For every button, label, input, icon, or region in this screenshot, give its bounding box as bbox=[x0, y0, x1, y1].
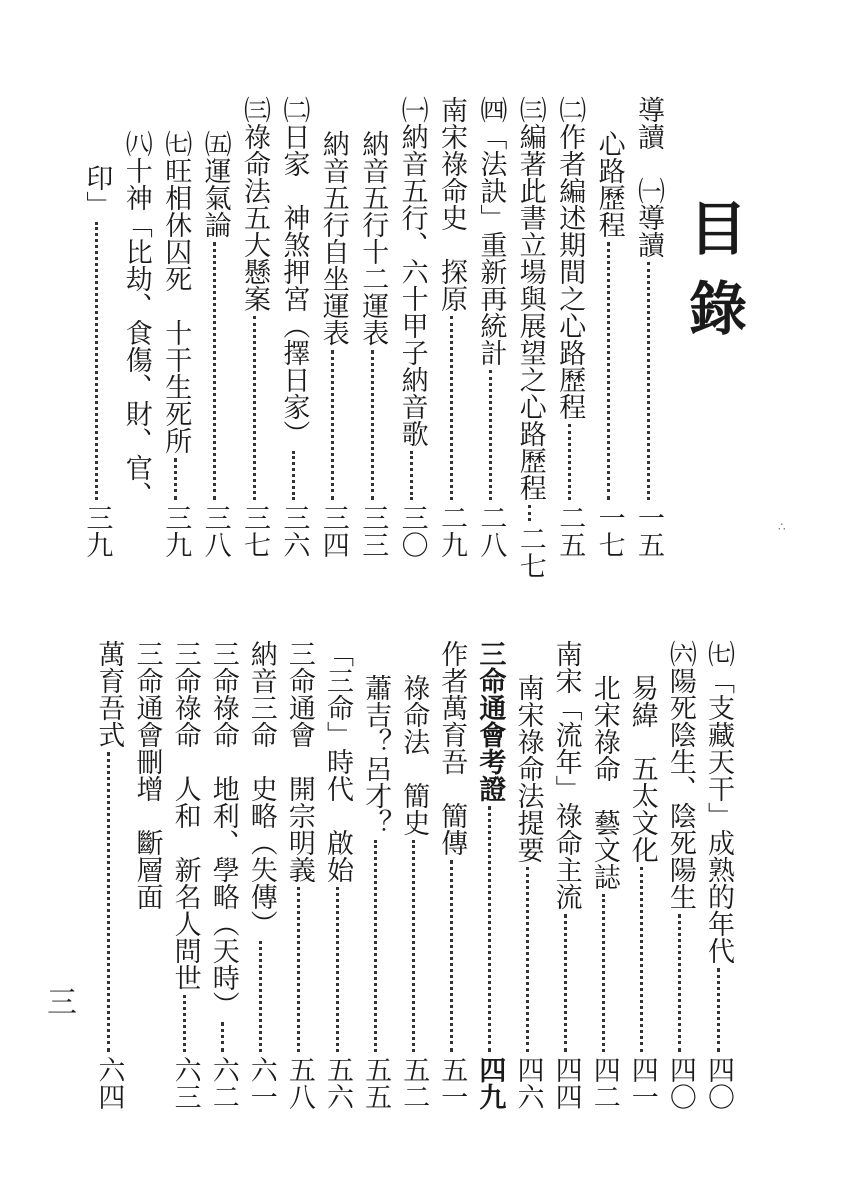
toc-entry-page: 三三 bbox=[357, 504, 389, 558]
toc-entry bbox=[700, 640, 736, 1110]
toc-entry bbox=[551, 96, 587, 558]
toc-entry-title: 納音五行自坐運表 bbox=[317, 130, 349, 346]
toc-entry bbox=[167, 640, 203, 1110]
toc-entry-page: 一五 bbox=[633, 504, 664, 558]
toc-entry-title: 作者萬育吾 簡傳 bbox=[436, 640, 468, 856]
toc-entry-title: ㈦「支藏天干」成熟的年代 bbox=[703, 640, 734, 964]
dot-leader bbox=[647, 262, 650, 500]
toc-entry bbox=[197, 130, 233, 558]
toc-entry bbox=[118, 130, 154, 558]
toc-entry-page: 三九 bbox=[81, 504, 113, 558]
scan-speck: ∴ bbox=[778, 520, 786, 534]
toc-entry-page: 三七 bbox=[239, 504, 270, 558]
toc-entry-page: 二九 bbox=[436, 504, 467, 558]
toc-entry-title: 三命祿命 人和 新名人問世 bbox=[169, 640, 201, 991]
toc-entry-title: 三命通會考證 bbox=[474, 640, 506, 802]
toc-entry-title: ㈣「法訣」重新再統計 bbox=[475, 96, 507, 366]
toc-entry-title: ㈡日家 神煞押宮（擇日家） bbox=[278, 96, 310, 447]
toc-entry bbox=[591, 130, 627, 558]
toc-entry-page: 六四 bbox=[93, 1056, 125, 1110]
toc-entry-title: 三命通會 開宗明義 bbox=[283, 640, 315, 883]
dot-leader bbox=[717, 968, 720, 1052]
dot-leader bbox=[607, 242, 610, 500]
toc-entry-page: 四一 bbox=[626, 1056, 658, 1110]
dot-leader bbox=[374, 840, 377, 1052]
toc-entry bbox=[357, 674, 393, 1110]
dot-leader bbox=[410, 451, 413, 500]
toc-entry-title: ㈧十神「比劫、食傷、財、官、 bbox=[120, 130, 152, 508]
toc-entry bbox=[157, 130, 193, 558]
toc-entry-page: 四二 bbox=[588, 1056, 620, 1110]
toc-entry-title: 印」 bbox=[81, 164, 113, 218]
dot-leader bbox=[564, 914, 567, 1052]
dot-leader bbox=[253, 316, 256, 500]
toc-entry bbox=[315, 130, 351, 558]
toc-entry-page: 四九 bbox=[474, 1056, 506, 1110]
toc-entry bbox=[510, 674, 546, 1110]
dot-leader bbox=[678, 914, 681, 1052]
toc-entry-page: 五二 bbox=[398, 1056, 430, 1110]
dot-leader bbox=[221, 1022, 224, 1052]
toc-entry bbox=[471, 640, 507, 1110]
toc-entry bbox=[394, 96, 430, 558]
toc-entry bbox=[275, 96, 311, 558]
toc-entry-title: 納音三命 史略（失傳） bbox=[245, 640, 277, 937]
toc-entry bbox=[281, 640, 317, 1110]
toc-entry-title: 南宋祿命法提要 bbox=[512, 674, 544, 863]
toc-entry-page: 三九 bbox=[160, 504, 192, 558]
dot-leader bbox=[602, 894, 605, 1052]
toc-entry-page: 三〇 bbox=[396, 504, 428, 558]
toc-entry bbox=[205, 640, 241, 1110]
dot-leader bbox=[488, 806, 491, 1052]
toc-entry-page: 二七 bbox=[514, 525, 546, 579]
toc-entry-title: 導讀 ㈠導讀 bbox=[633, 96, 664, 258]
toc-entry-title: 萬育吾式 bbox=[93, 640, 125, 748]
toc-entry-title: 南宋祿命史 探原 bbox=[436, 96, 467, 312]
toc-entry bbox=[354, 130, 390, 558]
dot-leader bbox=[174, 458, 177, 500]
toc-entry-title: 蕭吉？呂才？ bbox=[360, 674, 392, 836]
toc-entry-title: 納音五行十二運表 bbox=[357, 130, 389, 346]
toc-entry-page: 五五 bbox=[360, 1056, 392, 1110]
dot-leader bbox=[450, 316, 453, 500]
dot-leader bbox=[259, 941, 262, 1052]
dot-leader bbox=[568, 424, 571, 500]
toc-entry bbox=[624, 674, 660, 1110]
toc-entry-page: 三八 bbox=[199, 504, 231, 558]
toc-entry-title: 心路歷程 bbox=[593, 130, 625, 238]
toc-entry-title: 三命通會刪增 斷層面 bbox=[131, 640, 163, 910]
toc-entry bbox=[243, 640, 279, 1110]
toc-title: 目錄 bbox=[679, 198, 747, 358]
toc-entry-page: 五一 bbox=[436, 1056, 468, 1110]
toc-entry bbox=[319, 640, 355, 1110]
dot-leader bbox=[331, 350, 334, 500]
dot-leader bbox=[526, 867, 529, 1052]
toc-entry-title: ㈠納音五行、六十甲子納音歌 bbox=[396, 96, 428, 447]
toc-entry-title: 易緯 五太文化 bbox=[626, 674, 658, 863]
dot-leader bbox=[336, 887, 339, 1052]
dot-leader bbox=[371, 350, 374, 500]
dot-leader bbox=[450, 860, 453, 1052]
toc-entry bbox=[90, 640, 126, 1110]
toc-entry bbox=[548, 640, 584, 1110]
toc-entry bbox=[433, 640, 469, 1110]
toc-entry bbox=[630, 96, 666, 558]
dot-leader bbox=[95, 222, 98, 500]
toc-entry bbox=[129, 640, 165, 1110]
toc-entry-title: ㈡作者編述期間之心路歷程 bbox=[554, 96, 586, 420]
toc-entry-page: 五六 bbox=[322, 1056, 353, 1110]
toc-entry-page: 二八 bbox=[475, 504, 507, 558]
toc-entry-page: 六三 bbox=[169, 1056, 201, 1110]
toc-entry-page: 四〇 bbox=[664, 1056, 696, 1110]
dot-leader bbox=[640, 867, 643, 1052]
toc-entry-title: ㈥陽死陰生、陰死陽生 bbox=[664, 640, 696, 910]
toc-entry-title: 「三命」時代 啟始 bbox=[322, 640, 353, 883]
toc-entry bbox=[586, 674, 622, 1110]
toc-entry-title: ㈤運氣論 bbox=[199, 130, 231, 238]
toc-entry-page: 二五 bbox=[554, 504, 586, 558]
dot-leader bbox=[528, 505, 531, 521]
dot-leader bbox=[183, 995, 186, 1052]
dot-leader bbox=[107, 752, 110, 1052]
toc-entry-page: 四〇 bbox=[703, 1056, 734, 1110]
toc-entry bbox=[395, 674, 431, 1110]
dot-leader bbox=[412, 840, 415, 1052]
dot-leader bbox=[489, 370, 492, 500]
dot-leader bbox=[297, 887, 300, 1052]
dot-leader bbox=[292, 451, 295, 500]
toc-entry-page: 一七 bbox=[593, 504, 625, 558]
toc-entry bbox=[78, 164, 114, 558]
toc-entry bbox=[433, 96, 469, 558]
toc-entry-page: 四六 bbox=[512, 1056, 544, 1110]
toc-entry-title: 北宋祿命 藝文誌 bbox=[588, 674, 620, 890]
toc-entry-title: ㈢祿命法五大懸案 bbox=[239, 96, 270, 312]
toc-entry-title: 三命祿命 地利、學略（天時） bbox=[207, 640, 239, 1018]
toc-entry-page: 六二 bbox=[207, 1056, 239, 1110]
toc-entry-title: ㈦旺相休囚死 十干生死所 bbox=[160, 130, 192, 454]
toc-entry bbox=[236, 96, 272, 558]
page-number: 三 bbox=[41, 986, 76, 1016]
toc-entry-page: 四四 bbox=[550, 1056, 582, 1110]
toc-entry-page: 三四 bbox=[317, 504, 349, 558]
toc-entry-page: 五八 bbox=[283, 1056, 315, 1110]
toc-entry-title: 祿命法 簡史 bbox=[398, 674, 430, 836]
toc-entry bbox=[512, 96, 548, 579]
toc-entry-page: 六一 bbox=[245, 1056, 277, 1110]
toc-entry-title: 南宋「流年」祿命主流 bbox=[550, 640, 582, 910]
dot-leader bbox=[213, 242, 216, 500]
toc-entry-page: 三六 bbox=[278, 504, 310, 558]
toc-entry bbox=[472, 96, 508, 558]
toc-entry bbox=[662, 640, 698, 1110]
toc-entry-title: ㈢編著此書立場與展望之心路歷程 bbox=[514, 96, 546, 501]
